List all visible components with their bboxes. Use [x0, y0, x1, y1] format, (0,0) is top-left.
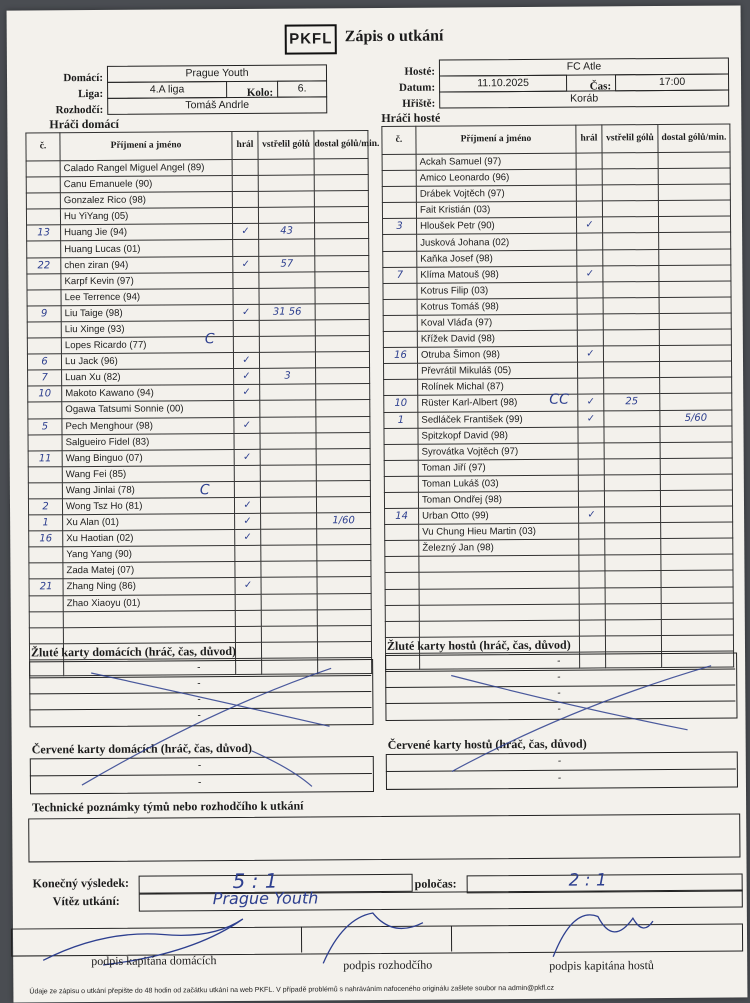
player-name[interactable]: Xu Haotian (02)	[63, 530, 235, 547]
col-played: hrál	[576, 125, 602, 153]
player-name[interactable]: Lopes Ricardo (77)	[61, 337, 233, 354]
player-name[interactable]: Lee Terrence (94)	[61, 288, 233, 305]
player-name[interactable]: Toman Ondřej (98)	[418, 491, 578, 508]
referee-label: Rozhodčí:	[55, 103, 104, 117]
player-name[interactable]: Xu Alan (01)	[63, 514, 235, 531]
player-name[interactable]: Zada Matej (07)	[63, 562, 235, 579]
col-conceded: dostal gólů/min.	[658, 124, 730, 153]
player-number-cell[interactable]: 6	[27, 354, 61, 370]
player-name[interactable]: Gonzalez Rico (98)	[60, 192, 232, 209]
player-name[interactable]: Fait Kristián (03)	[416, 201, 576, 218]
player-name[interactable]: Liu Taige (98)	[61, 304, 233, 321]
player-name[interactable]: Calado Rangel Miguel Angel (89)	[60, 160, 232, 177]
player-name[interactable]: Spitzkopf David (98)	[418, 427, 578, 444]
player-name[interactable]: Syrovátka Vojtěch (97)	[418, 443, 578, 460]
played-check[interactable]: ✓	[233, 304, 259, 320]
player-number-cell[interactable]: 22	[27, 257, 61, 273]
col-no: č.	[26, 133, 60, 161]
home-team-field[interactable]: Prague Youth	[107, 64, 327, 83]
date-field[interactable]: 11.10.2025	[439, 75, 567, 93]
player-name[interactable]: Ackah Samuel (97)	[416, 153, 576, 170]
played-check[interactable]: ✓	[234, 417, 260, 433]
yellow-away-line: -	[557, 671, 561, 683]
date-label: Datum:	[398, 81, 436, 94]
away-captain-signature-label: podpis kapitána hostů	[549, 958, 654, 973]
player-name[interactable]: Drábek Vojtěch (97)	[416, 185, 576, 202]
away-captain-mark: CC	[549, 391, 569, 408]
referee-field[interactable]: Tomáš Andrle	[107, 96, 327, 115]
player-name[interactable]: Huang Jie (94)	[61, 224, 233, 241]
player-name[interactable]: Canu Emanuele (90)	[60, 176, 232, 193]
yellow-home-line: -	[197, 694, 201, 706]
final-result-value: 5 : 1	[232, 868, 278, 894]
player-number-cell[interactable]: 10	[384, 396, 418, 412]
player-number-cell[interactable]: 16	[29, 531, 63, 547]
played-check[interactable]: ✓	[578, 394, 604, 410]
player-name[interactable]: chen ziran (94)	[61, 256, 233, 273]
col-no: č.	[382, 126, 416, 154]
played-check[interactable]: ✓	[233, 352, 259, 368]
goals-minutes[interactable]: 25	[604, 394, 660, 410]
conceded-cell[interactable]: 1/60	[317, 513, 371, 529]
goals-minutes[interactable]: 3	[260, 368, 316, 384]
player-name[interactable]: Rüster Karl-Albert (98)	[418, 395, 578, 412]
played-check[interactable]: ✓	[577, 346, 603, 362]
played-check[interactable]: ✓	[235, 529, 261, 545]
player-name[interactable]: Vu Chung Hieu Martin (03)	[419, 523, 579, 540]
player-number-cell[interactable]: 5	[28, 418, 62, 434]
player-name[interactable]: Lu Jack (96)	[61, 353, 233, 370]
away-players-title: Hráči hosté	[381, 110, 441, 125]
player-name[interactable]: Kotrus Filip (03)	[417, 282, 577, 299]
player-number-cell[interactable]: 3	[383, 219, 417, 235]
time-label: Čas:	[589, 80, 612, 93]
halftime-value: 2 : 1	[568, 870, 607, 891]
player-name[interactable]: Makoto Kawano (94)	[62, 385, 234, 402]
league-label: Liga:	[78, 87, 104, 101]
player-name[interactable]: Železný Jan (98)	[419, 539, 579, 556]
final-result-label: Konečný výsledek:	[32, 875, 130, 891]
player-name[interactable]: Otruba Šimon (98)	[417, 346, 577, 363]
player-name[interactable]: Yang Yang (90)	[63, 546, 235, 563]
played-check[interactable]: ✓	[233, 256, 259, 272]
round-label: Kolo:	[246, 86, 274, 99]
goals-minutes[interactable]: 57	[259, 255, 315, 271]
yellow-home-title: Žluté karty domácích (hráč, čas, důvod)	[30, 643, 237, 660]
played-check[interactable]: ✓	[578, 410, 604, 426]
red-home-line: -	[197, 760, 202, 772]
player-name[interactable]: Jusková Johana (02)	[417, 234, 577, 251]
yellow-away-line: -	[557, 703, 561, 715]
player-name[interactable]: Klíma Matouš (98)	[417, 266, 577, 283]
halftime-label: poločas:	[414, 876, 457, 891]
player-number-cell[interactable]: 1	[384, 412, 418, 428]
player-name[interactable]: Převrátil Mikuláš (05)	[418, 362, 578, 379]
away-label: Hosté:	[404, 65, 436, 78]
away-team-field[interactable]: FC Atle	[439, 58, 729, 77]
goals-minutes[interactable]: 43	[259, 223, 315, 239]
pitch-label: Hřiště:	[402, 97, 436, 110]
page-title: Zápis o utkání	[344, 27, 444, 46]
match-report-sheet	[7, 5, 748, 1002]
played-check[interactable]: ✓	[577, 217, 603, 233]
player-name[interactable]: Ogawa Tatsumi Sonnie (00)	[62, 401, 234, 418]
player-name[interactable]: Salgueiro Fidel (83)	[62, 433, 234, 450]
player-number-cell[interactable]: 2	[28, 499, 62, 515]
yellow-home-line: -	[197, 710, 201, 722]
played-check[interactable]: ✓	[235, 578, 261, 594]
yellow-away-line: -	[557, 655, 561, 667]
player-name[interactable]: Huang Lucas (01)	[61, 240, 233, 257]
footer-note: Údaje ze zápisu o utkání přepište do 48 hodin od začátku utkání na web PKFL. V případě problémů s nahráváním nafoceného originálu zašlete soubor na admin@pkfl.cz	[29, 984, 555, 996]
player-name[interactable]: Toman Jiří (97)	[418, 459, 578, 476]
red-home-title: Červené karty domácích (hráč, čas, důvod)	[31, 740, 253, 757]
winner-label: Vítěz utkání:	[52, 893, 120, 909]
home-captain-mark: C	[204, 331, 215, 348]
player-name[interactable]: Kotrus Tomáš (98)	[417, 298, 577, 315]
player-name[interactable]: Sedláček František (99)	[418, 411, 578, 428]
red-home-line: -	[197, 777, 202, 789]
home-label: Domácí:	[63, 71, 104, 85]
home-goalkeeper-mark: C	[199, 482, 210, 499]
player-number-cell[interactable]: 11	[28, 450, 62, 466]
player-name[interactable]: Wang Fei (85)	[62, 465, 234, 482]
player-name[interactable]: Wang Jinlai (78)	[62, 481, 234, 498]
player-number-cell[interactable]: 10	[28, 386, 62, 402]
player-name[interactable]: Urban Otto (99)	[419, 507, 579, 524]
player-number-cell[interactable]: 13	[27, 225, 61, 241]
player-name[interactable]: Křížek David (98)	[417, 330, 577, 347]
col-name: Příjmení a jméno	[60, 132, 232, 161]
home-players-title: Hráči domácí	[49, 116, 120, 132]
player-name[interactable]: Hloušek Petr (90)	[417, 217, 577, 234]
pitch-field[interactable]: Koráb	[439, 90, 729, 109]
played-check[interactable]: ✓	[577, 266, 603, 282]
handwritten-signatures	[7, 5, 748, 1002]
red-away-line: -	[557, 772, 562, 784]
player-name[interactable]: Zhao Xiaoyu (01)	[63, 594, 235, 611]
player-name[interactable]: Liu Xinge (93)	[61, 320, 233, 337]
player-number-cell[interactable]: 16	[383, 347, 417, 363]
home-captain-signature-label: podpis kapitána domácích	[91, 953, 217, 969]
played-check[interactable]: ✓	[579, 507, 605, 523]
yellow-away-line: -	[557, 687, 561, 699]
conceded-cell[interactable]: 5/60	[660, 410, 732, 427]
referee-signature-label: podpis rozhodčího	[343, 957, 433, 973]
time-field[interactable]: 17:00	[615, 74, 729, 92]
red-away-line: -	[557, 755, 562, 767]
yellow-away-title: Žluté karty hostů (hráč, čas, důvod)	[386, 637, 571, 653]
col-played: hrál	[232, 131, 258, 159]
player-name[interactable]: Karpf Kevin (97)	[61, 272, 233, 289]
player-name[interactable]: Luan Xu (82)	[62, 369, 234, 386]
played-check[interactable]: ✓	[234, 385, 260, 401]
player-number-cell[interactable]: 14	[385, 508, 419, 524]
player-number-cell[interactable]: 7	[383, 267, 417, 283]
played-check[interactable]: ✓	[235, 513, 261, 529]
pkfl-logo: PKFL	[285, 24, 337, 54]
player-name[interactable]: Wang Binguo (07)	[62, 449, 234, 466]
red-away-title: Červené karty hostů (hráč, čas, důvod)	[387, 736, 587, 752]
player-number-cell[interactable]: 9	[27, 306, 61, 322]
col-scored: vstřelil gólů	[258, 131, 314, 159]
player-name[interactable]: Koval Vláďa (97)	[417, 314, 577, 331]
player-name[interactable]: Wong Tsz Ho (81)	[62, 497, 234, 514]
player-name[interactable]: Pech Menghour (98)	[62, 417, 234, 434]
player-name[interactable]: Hu YiYang (05)	[60, 208, 232, 225]
notes-title: Technické poznámky týmů nebo rozhodčího k utkání	[32, 798, 304, 815]
col-scored: vstřelil gólů	[602, 125, 658, 153]
col-name: Příjmení a jméno	[416, 125, 576, 154]
goals-minutes[interactable]: 31 56	[259, 304, 315, 320]
player-number-cell[interactable]: 21	[29, 579, 63, 595]
player-name[interactable]: Toman Lukáš (03)	[418, 475, 578, 492]
player-name[interactable]: Amico Leonardo (96)	[416, 169, 576, 186]
col-conceded: dostal gólů/min.	[314, 131, 368, 159]
player-number-cell[interactable]: 1	[29, 515, 63, 531]
played-check[interactable]: ✓	[233, 224, 259, 240]
player-number-cell[interactable]: 7	[28, 370, 62, 386]
player-name[interactable]: Zhang Ning (86)	[63, 578, 235, 595]
league-field[interactable]: 4.A liga	[107, 81, 227, 99]
player-name[interactable]: Rolínek Michal (87)	[418, 378, 578, 395]
yellow-home-line: -	[197, 678, 201, 690]
played-check[interactable]: ✓	[234, 497, 260, 513]
player-name[interactable]: Kaňka Josef (98)	[417, 250, 577, 267]
played-check[interactable]: ✓	[234, 369, 260, 385]
played-check[interactable]: ✓	[234, 449, 260, 465]
round-field[interactable]: 6.	[277, 80, 327, 97]
yellow-home-line: -	[197, 662, 201, 674]
winner-value: Prague Youth	[212, 888, 319, 909]
